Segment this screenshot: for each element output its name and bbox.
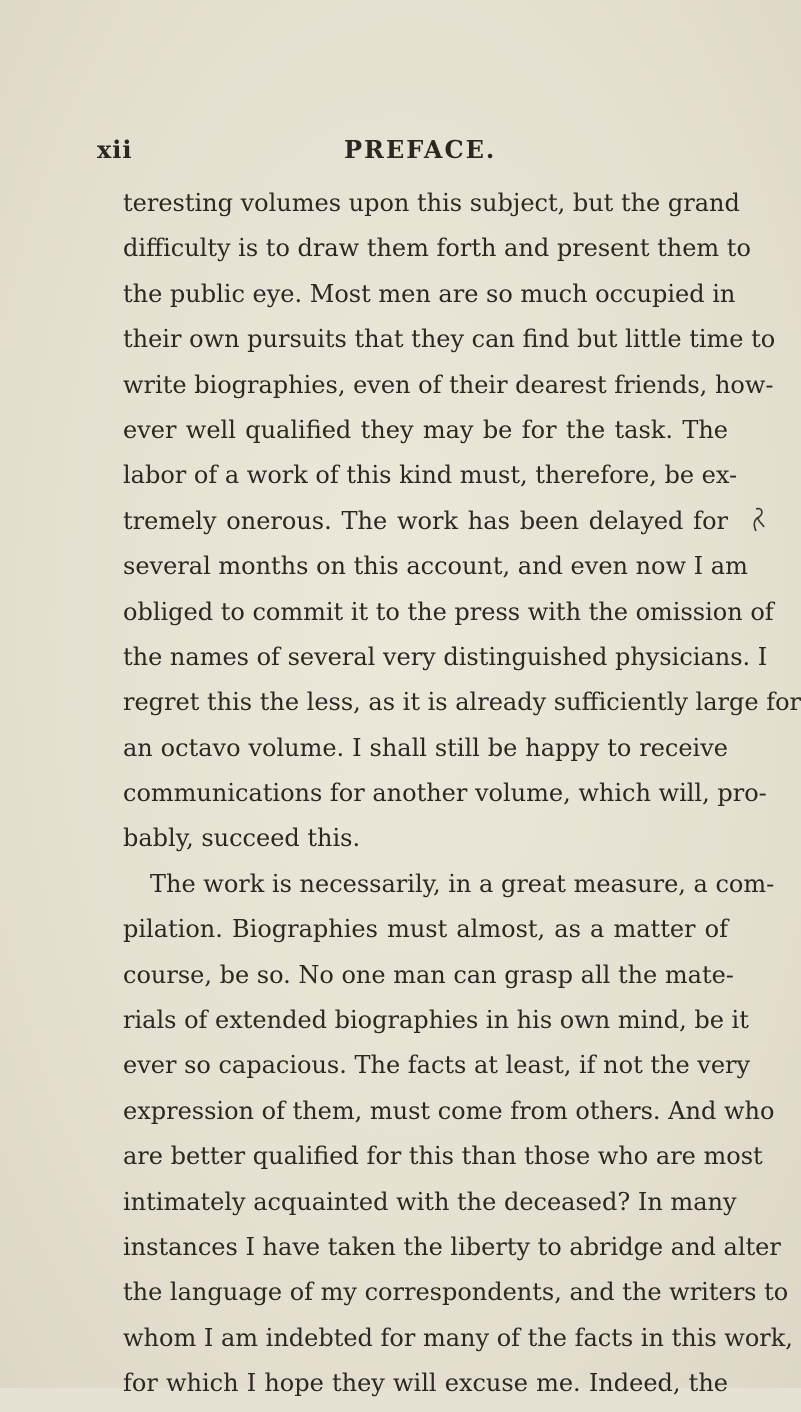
text-line: the language of my correspondents, and the writers to [123, 1278, 789, 1307]
text-line: bably, succeed this. [123, 824, 361, 853]
text-line: obliged to commit it to the press with the omission of [123, 597, 774, 626]
text-line: are better qualified for this than those who are most [123, 1142, 763, 1171]
text-line: ever well qualified they may be for the task. The [123, 415, 728, 444]
text-line: course, be so. No one man can grasp all the mate- [123, 960, 734, 989]
text-line: instances I have taken the liberty to abridge and alter [123, 1232, 781, 1261]
page-number: xii [97, 135, 133, 164]
text-line: whom I am indebted for many of the facts in this work, [123, 1323, 793, 1352]
text-line: an octavo volume. I shall still be happy to receive [123, 733, 728, 762]
paragraph-start-line: The work is necessarily, in a great measure, a com- [150, 869, 775, 898]
margin-mark-icon [750, 505, 770, 535]
text-line: regret this the less, as it is already sufficiently large for [123, 688, 801, 717]
page-header [97, 135, 727, 175]
text-line: communications for another volume, which will, pro- [123, 779, 767, 808]
text-line: labor of a work of this kind must, therefore, be ex- [123, 461, 738, 490]
text-line: teresting volumes upon this subject, but the grand [123, 189, 740, 217]
running-head: PREFACE. [344, 135, 497, 164]
text-line: expression of them, must come from others. And who [123, 1096, 775, 1125]
text-line: tremely onerous. The work has been delayed for [123, 506, 728, 535]
body-text [123, 186, 801, 1412]
text-line: several months on this account, and even now I am [123, 552, 748, 581]
text-line: for which I hope they will excuse me. Indeed, the [123, 1369, 728, 1398]
text-line: rials of extended biographies in his own mind, be it [123, 1006, 749, 1035]
text-line: ever so capacious. The facts at least, if not the very [123, 1051, 751, 1080]
text-line: intimately acquainted with the deceased? In many [123, 1187, 737, 1216]
text-line: pilation. Biographies must almost, as a matter of [123, 915, 728, 944]
text-line: write biographies, even of their dearest friends, how- [123, 370, 774, 399]
text-line: difficulty is to draw them forth and present them to [123, 234, 751, 263]
text-line: their own pursuits that they can find but little time to [123, 325, 776, 354]
text-line: the names of several very distinguished physicians. I [123, 642, 768, 671]
text-line: the public eye. Most men are so much occupied in [123, 279, 736, 308]
